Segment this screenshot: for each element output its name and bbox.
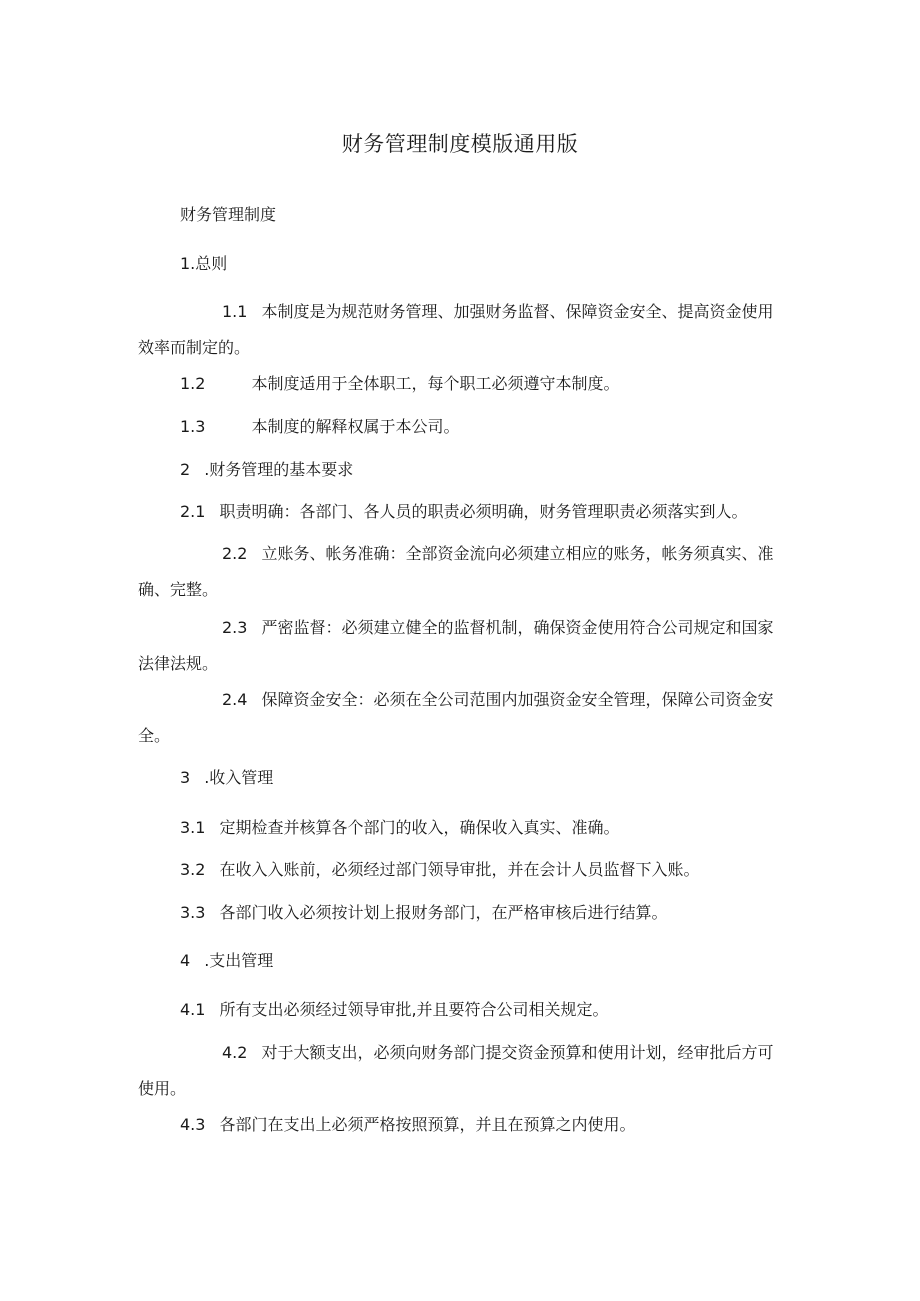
- clause-number: 2.3: [222, 618, 248, 637]
- clause-text: 严密监督：必须建立健全的监督机制，确保资金使用符合公司规定和国家法律法规。: [138, 618, 774, 673]
- clause-number: 3.3: [180, 903, 206, 922]
- clause-3-1: [180, 810, 785, 846]
- clause-text: 各部门在支出上必须严格按照预算，并且在预算之内使用。: [219, 1115, 636, 1134]
- clause-1-2: [180, 366, 785, 402]
- clause-4-2: [138, 1035, 788, 1107]
- section-number: 3: [180, 768, 191, 787]
- clause-text: 各部门收入必须按计划上报财务部门，在严格审核后进行结算。: [219, 903, 668, 922]
- clause-text: 保障资金安全：必须在全公司范围内加强资金安全管理，保障公司资金安全。: [138, 690, 774, 745]
- section-heading-2: [180, 452, 785, 488]
- clause-number: 2.1: [180, 502, 206, 521]
- clause-number: 1.2: [180, 374, 206, 393]
- clause-3-3: [180, 895, 785, 931]
- clause-number: 3.1: [180, 818, 206, 837]
- section-title: .财务管理的基本要求: [204, 460, 354, 479]
- section-number: 4: [180, 951, 191, 970]
- clause-number: 4.3: [180, 1115, 206, 1134]
- section-title: .支出管理: [204, 951, 274, 970]
- clause-number: 3.2: [180, 860, 206, 879]
- clause-text: 本制度是为规范财务管理、加强财务监督、保障资金安全、提高资金使用效率而制定的。: [138, 302, 774, 357]
- clause-text: 职责明确：各部门、各人员的职责必须明确，财务管理职责必须落实到人。: [219, 502, 748, 521]
- clause-2-1: [180, 494, 785, 530]
- clause-text: 本制度的解释权属于本公司。: [251, 417, 460, 436]
- clause-text: 立账务、帐务准确：全部资金流向必须建立相应的账务，帐务须真实、准确、完整。: [138, 544, 774, 599]
- clause-text: 本制度适用于全体职工，每个职工必须遵守本制度。: [251, 374, 620, 393]
- clause-number: 1.1: [222, 302, 248, 321]
- clause-text: 定期检查并核算各个部门的收入，确保收入真实、准确。: [219, 818, 620, 837]
- clause-2-2: [138, 536, 788, 608]
- clause-3-2: [180, 852, 785, 888]
- clause-number: 2.4: [222, 690, 248, 709]
- section-title: .收入管理: [204, 768, 274, 787]
- page-title: 财务管理制度模版通用版: [341, 132, 579, 156]
- clause-text: 所有支出必须经过领导审批,并且要符合公司相关规定。: [219, 1000, 609, 1019]
- clause-number: 2.2: [222, 544, 248, 563]
- section-number: 2: [180, 460, 191, 479]
- section-heading-1: 1.总则: [180, 254, 228, 273]
- section-heading-4: [180, 943, 785, 979]
- clause-2-4: [138, 682, 788, 754]
- clause-1-3: [180, 409, 785, 445]
- clause-number: 4.1: [180, 1000, 206, 1019]
- clause-2-3: [138, 610, 788, 682]
- clause-1-1: [138, 294, 788, 366]
- section-heading-3: [180, 760, 785, 796]
- clause-4-3: [180, 1107, 785, 1143]
- clause-number: 1.3: [180, 417, 206, 436]
- document-subtitle: 财务管理制度: [180, 205, 277, 224]
- clause-4-1: [180, 992, 785, 1028]
- clause-text: 对于大额支出，必须向财务部门提交资金预算和使用计划，经审批后方可使用。: [138, 1043, 774, 1098]
- clause-text: 在收入入账前，必须经过部门领导审批，并在会计人员监督下入账。: [219, 860, 700, 879]
- clause-number: 4.2: [222, 1043, 248, 1062]
